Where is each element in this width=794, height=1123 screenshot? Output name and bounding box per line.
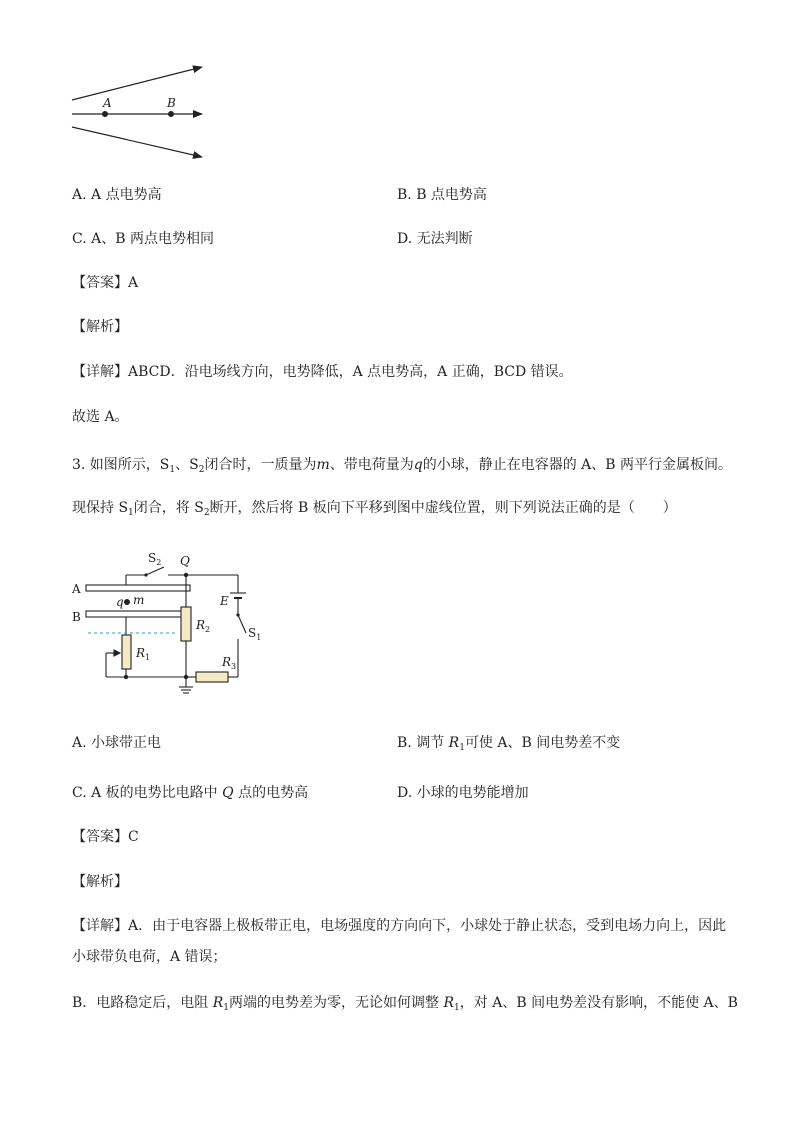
math-r: R <box>448 735 460 751</box>
stem-text: 现保持 S <box>72 500 129 516</box>
subscript: 1 <box>459 743 465 753</box>
label-s2: $S_2$ <box>148 551 162 567</box>
detail-text: A．由于电容器上极板带正电，电场强度的方向向下，小球处于静止状态，受到电场力向上，因此 <box>128 918 727 934</box>
q2-detail <box>72 362 573 382</box>
point-a-label: A <box>103 96 112 110</box>
resistor-r1 <box>122 635 131 669</box>
label-charge-q: q <box>116 595 124 609</box>
label-r2: $R_2$ <box>196 618 211 634</box>
plate-b <box>86 611 190 617</box>
plate-a <box>86 585 190 591</box>
detail-tag: 【详解】 <box>72 364 128 380</box>
answer-value: C <box>128 829 139 845</box>
detail-text: B．电路稳定后，电阻 <box>72 995 209 1011</box>
stem-text: 3. 如图所示，S <box>72 457 170 473</box>
math-q: Q <box>222 785 234 801</box>
q3-stem-line1 <box>72 455 732 480</box>
stem-text: 、S <box>175 457 199 473</box>
q2-option-a: A. A 点电势高 <box>72 187 162 203</box>
answer-tag: 【答案】 <box>72 829 128 845</box>
q2-answer <box>72 273 138 293</box>
resistor-r3 <box>196 672 228 682</box>
q3-stem-line2 <box>72 498 677 523</box>
label-s1: $S_1$ <box>248 626 262 642</box>
s2-switch-blade <box>146 567 164 575</box>
upper-field-line <box>72 67 202 100</box>
subscript: 1 <box>454 1003 460 1013</box>
stem-text: 的小球，静止在电容器的 A、B 两平行金属板间。 <box>422 457 733 473</box>
subscript: 2 <box>198 465 205 475</box>
math-m: m <box>316 457 330 473</box>
q3-option-c <box>72 783 308 803</box>
q3-analysis-tag: 【解析】 <box>72 874 128 890</box>
point-b-dot <box>168 111 174 117</box>
answer-tag: 【答案】 <box>72 275 128 291</box>
label-plate-b: B <box>72 610 81 624</box>
circuit-diagram <box>66 545 262 705</box>
q3-answer <box>72 827 139 847</box>
point-a-dot <box>102 111 108 117</box>
math-q: q <box>413 457 423 473</box>
lower-field-line <box>72 127 202 157</box>
math-r: R <box>212 995 224 1011</box>
q2-option-d: D. 无法判断 <box>397 231 473 247</box>
label-battery-e: E <box>220 594 229 608</box>
option-text: 点的电势高 <box>238 785 309 801</box>
stem-text: 闭合时，一质量为 <box>204 457 317 473</box>
detail-tag: 【详解】 <box>72 918 128 934</box>
option-text: 可使 A、B 间电势差不变 <box>464 735 621 751</box>
q2-option-b: B. B 点电势高 <box>397 187 487 203</box>
ball-dot <box>124 599 130 605</box>
q3-option-d: D. 小球的电势能增加 <box>397 785 529 801</box>
subscript: 1 <box>128 508 134 518</box>
label-r3: $R_3$ <box>222 655 237 671</box>
math-r: R <box>443 995 455 1011</box>
subscript: 2 <box>203 508 210 518</box>
q3-detail-line1 <box>72 916 726 936</box>
q2-analysis-tag: 【解析】 <box>72 319 128 335</box>
detail-text: ABCD．沿电场线方向，电势降低，A 点电势高，A 正确，BCD 错误。 <box>128 364 573 380</box>
q3-detail-line2: 小球带负电荷，A 错误； <box>72 949 227 965</box>
q3-option-a: A. 小球带正电 <box>72 735 162 751</box>
q2-option-c: C. A、B 两点电势相同 <box>72 231 214 247</box>
label-plate-a: A <box>72 582 81 596</box>
label-mass-m: m <box>133 593 145 607</box>
option-text: C. A 板的电势比电路中 <box>72 785 218 801</box>
s1-switch-blade <box>238 615 246 633</box>
stem-text: 、带电荷量为 <box>329 457 414 473</box>
label-q-node: Q <box>180 554 190 568</box>
field-lines-figure <box>66 58 216 168</box>
detail-text: ，对 A、B 间电势差没有影响，不能使 A、B <box>459 995 738 1011</box>
point-b-label: B <box>167 96 176 110</box>
q3-detail-line3 <box>72 993 738 1018</box>
subscript: 1 <box>223 1003 230 1013</box>
subscript: 1 <box>169 465 176 475</box>
resistor-r2 <box>181 607 191 641</box>
q2-conclusion: 故选 A。 <box>72 409 129 425</box>
label-r1: $R_1$ <box>136 646 151 662</box>
stem-text: 断开，然后将 B 板向下平移到图中虚线位置，则下列说法正确的是（ ） <box>209 500 677 516</box>
option-text: B. 调节 <box>397 735 445 751</box>
q3-option-b <box>397 733 620 758</box>
answer-value: A <box>128 275 139 291</box>
stem-text: 闭合，将 S <box>133 500 204 516</box>
detail-text: 两端的电势差为零，无论如何调整 <box>229 995 440 1011</box>
